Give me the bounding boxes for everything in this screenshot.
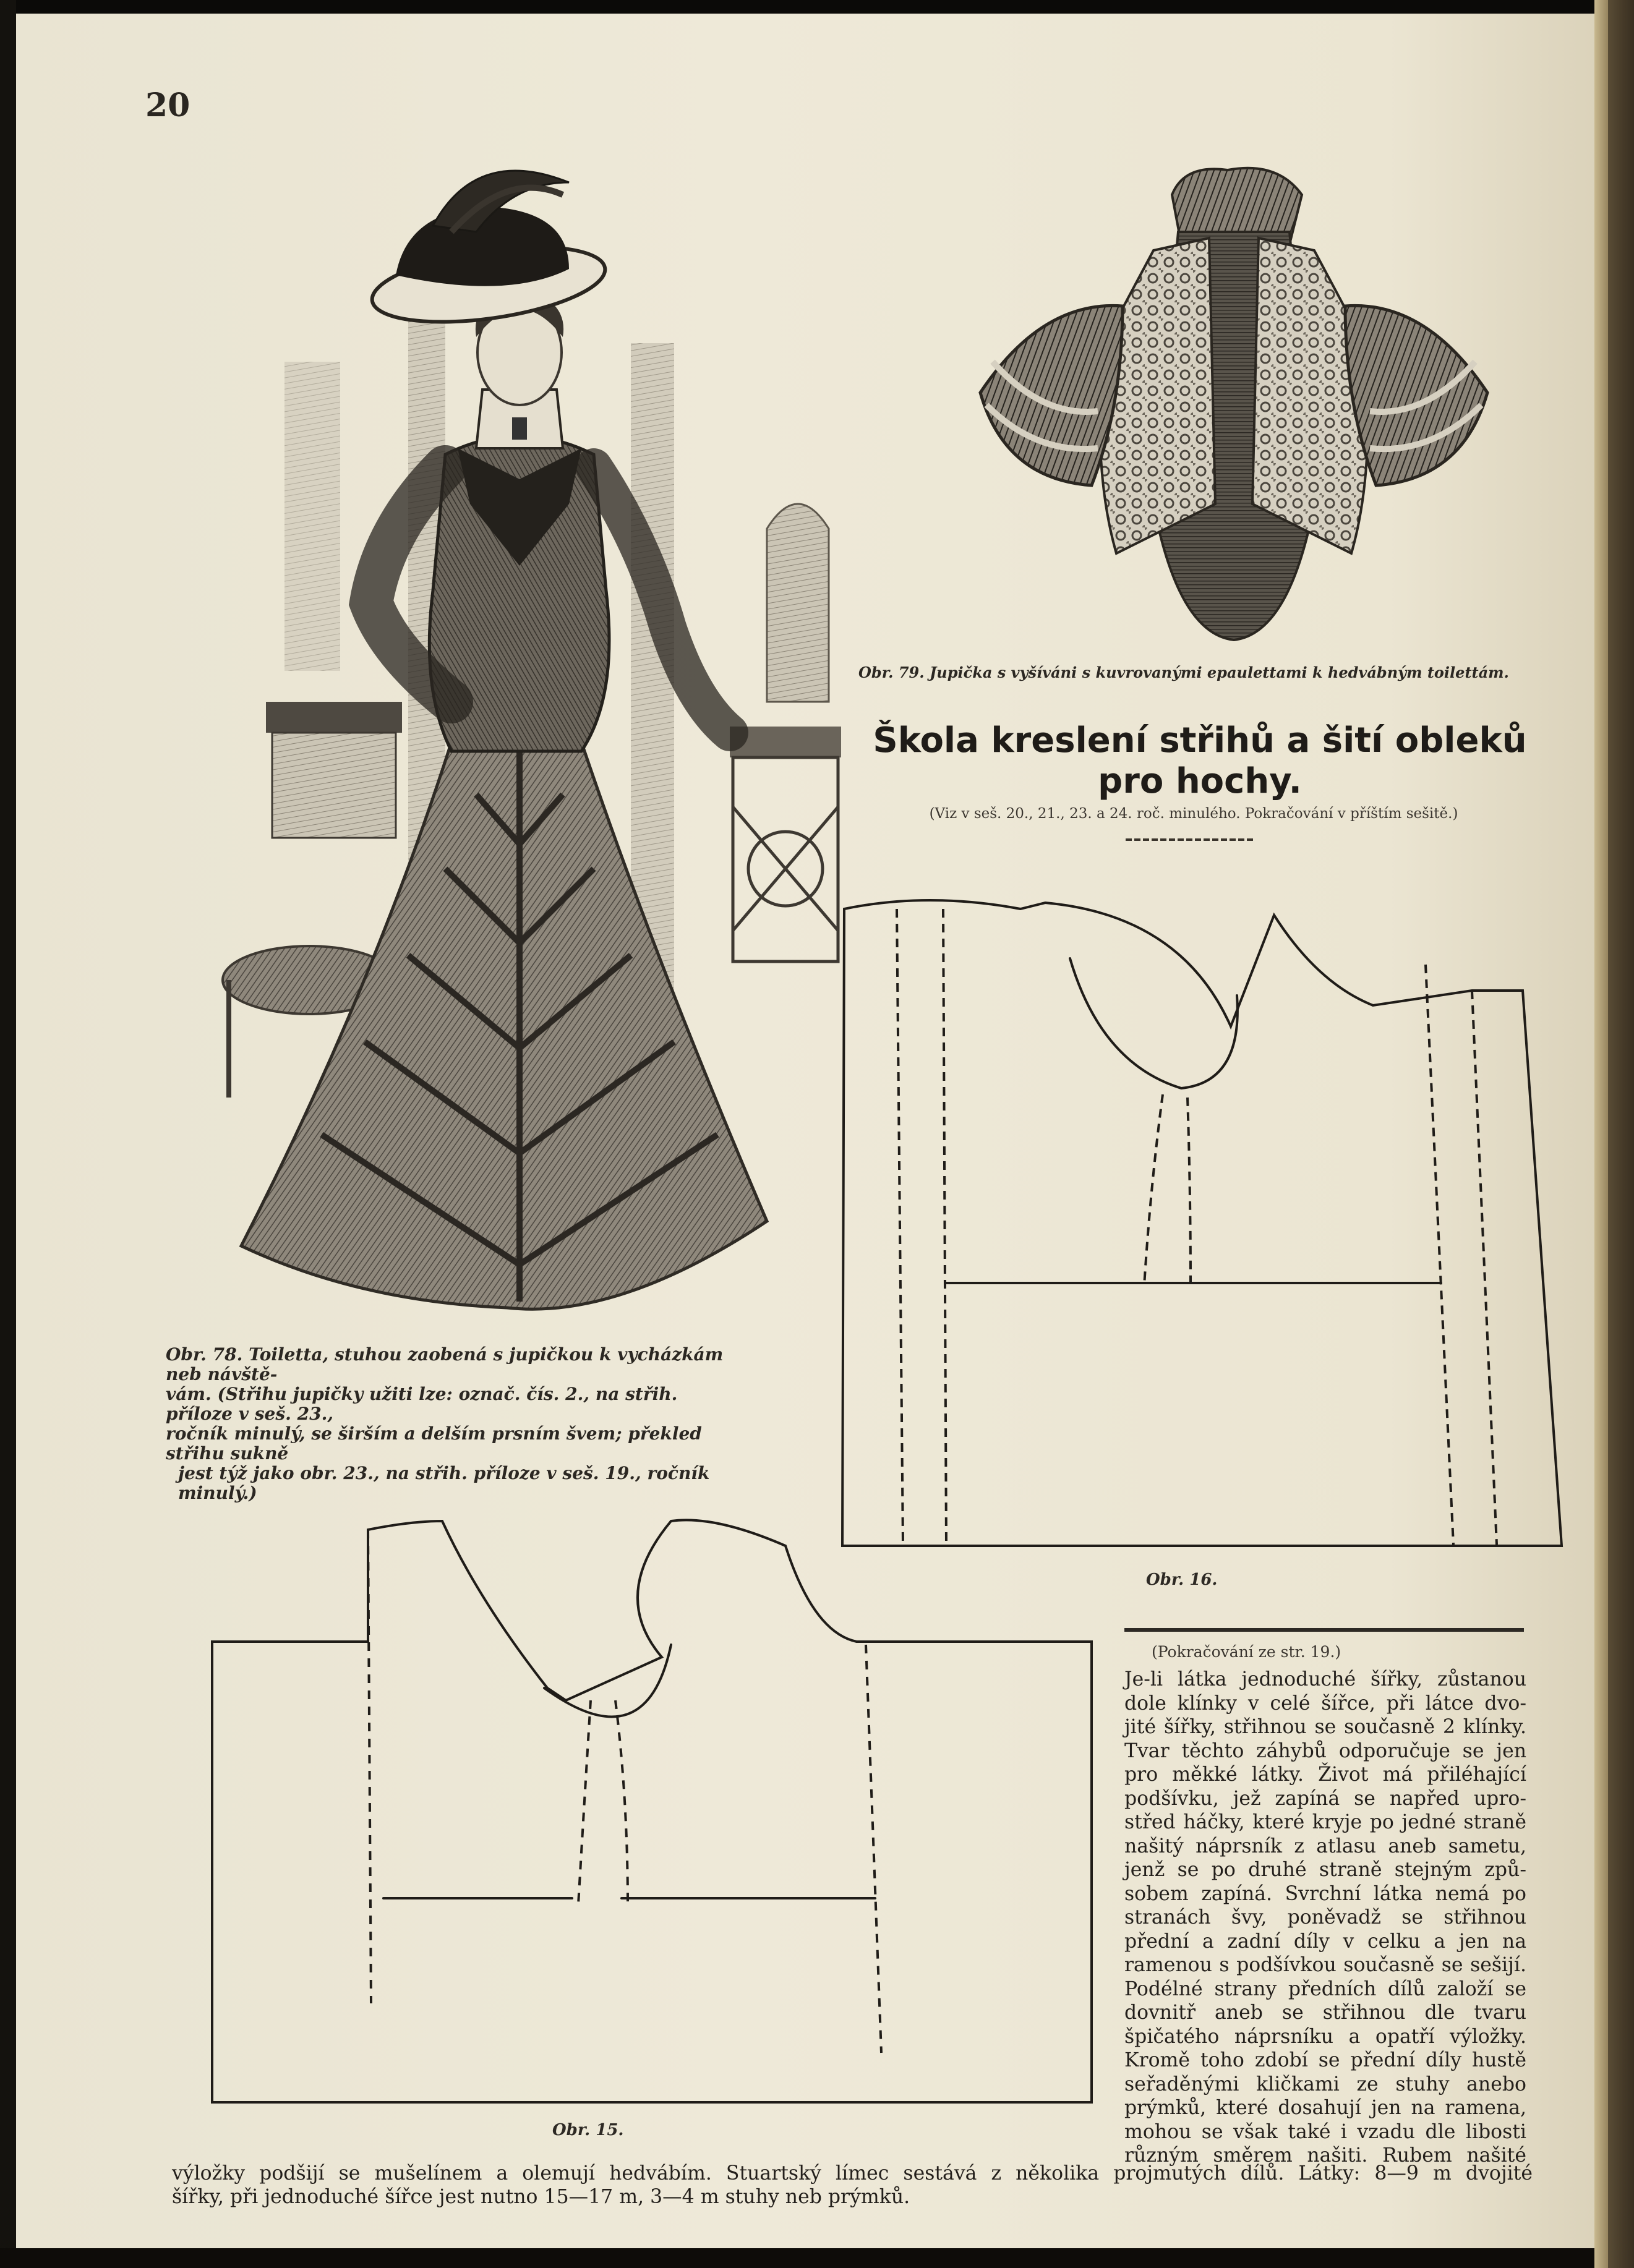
fig78-caption-line: vám. (Střihu jupičky užiti lze: označ. čís. 2., na střih. příloze v seš. 23., (166, 1384, 678, 1424)
page-number: 20 (145, 87, 190, 124)
continuation-note: (Pokračování ze str. 19.) (1152, 1643, 1341, 1661)
text-line: ramenou s podšívkou současně se sešijí. (1124, 1954, 1526, 1976)
column-rule (1124, 1628, 1524, 1632)
text-line: pro měkké látky. Život má přiléhající (1124, 1763, 1526, 1786)
text-line: našitý náprsník z atlasu aneb sametu, (1124, 1835, 1526, 1857)
text-line: Kromě toho zdobí se přední díly hustě (1124, 2049, 1526, 2071)
text-line: dovnitř aneb se střihnou dle tvaru (1124, 2002, 1526, 2024)
text-line: přední a zadní díly v celku a jen na (1124, 1930, 1526, 1953)
text-line: jité šířky, střihnou se současně 2 klínky. (1124, 1716, 1526, 1738)
text-line: špičatého náprsníku a opatří výložky. (1124, 2025, 1526, 2048)
continuation-text (1124, 1668, 1526, 2168)
fig78-caption-line: jest týž jako obr. 23., na střih. příloze v seš. 19., ročník minulý.) (178, 1463, 710, 1503)
fig15-label: Obr. 15. (552, 2121, 624, 2139)
text-line: prýmků, které dosahují jen na ramena, (1124, 2097, 1526, 2119)
article-title-line1: Škola kreslení střihů a šití obleků (873, 720, 1527, 761)
text-line: Podélné strany předních dílů založí se (1124, 1977, 1526, 2000)
fig79-illustration (968, 158, 1494, 652)
text-line: Je-li látka jednoduché šířky, zůstanou (1124, 1668, 1526, 1690)
bottom-line-1: výložky podšijí se mušelínem a olemují hedvábím. Stuartský límec sestává z několika projmutých dílů. Látky: 8—9 m dvojité (172, 2162, 1533, 2185)
fig78-caption (166, 1345, 747, 1503)
article-note: (Viz v seš. 20., 21., 23. a 24. roč. minulého. Pokračování v příštím sešitě.) (929, 806, 1458, 822)
fig15-pattern (201, 1509, 1098, 2112)
bottom-line-2: šířky, při jednoduché šířce jest nutno 15—17 m, 3—4 m stuhy neb prýmků. (172, 2186, 910, 2208)
text-line: stranách švy, poněvadž se střihnou (1124, 1906, 1526, 1929)
text-line: mohou se však také i vzadu dle libosti (1124, 2120, 1526, 2143)
text-line: jenž se po druhé straně stejným způ- (1124, 1859, 1526, 1881)
scan-border-top (0, 0, 1634, 14)
fig78-illustration (186, 158, 850, 1323)
fig16-label: Obr. 16. (1146, 1571, 1218, 1589)
text-line: různým směrem našiti. Rubem našité (1124, 2144, 1526, 2167)
book-spine-shadow (1608, 0, 1634, 2268)
scan-border-left (0, 0, 16, 2268)
title-divider (1126, 838, 1255, 841)
text-line: sobem zapíná. Svrchní látka nemá po (1124, 1882, 1526, 1905)
scan-border-bottom (0, 2248, 1634, 2268)
bottom-paragraph (172, 2162, 1533, 2209)
text-line: Tvar těchto záhybů odporučuje se jen (1124, 1739, 1526, 1762)
fig78-caption-line: Obr. 78. Toiletta, stuhou zaobená s jupičkou k vycházkám neb návště- (166, 1344, 724, 1384)
article-title (860, 720, 1540, 802)
fig78-caption-line: ročník minulý, se širším a delším prsním švem; překled střihu sukně (166, 1423, 702, 1464)
fig16-pattern (835, 890, 1565, 1558)
text-line: střed háčky, které kryje po jedné straně (1124, 1811, 1526, 1833)
fig79-caption: Obr. 79. Jupička s vyšíváni s kuvrovanými epaulettami k hedvábným toilettám. (858, 663, 1509, 681)
text-line: dole klínky v celé šířce, při látce dvo- (1124, 1692, 1526, 1715)
article-title-line2: pro hochy. (1098, 761, 1302, 801)
text-line: seřaděnými kličkami ze stuhy anebo (1124, 2073, 1526, 2095)
text-line: podšívku, jež zapíná se napřed upro- (1124, 1787, 1526, 1810)
